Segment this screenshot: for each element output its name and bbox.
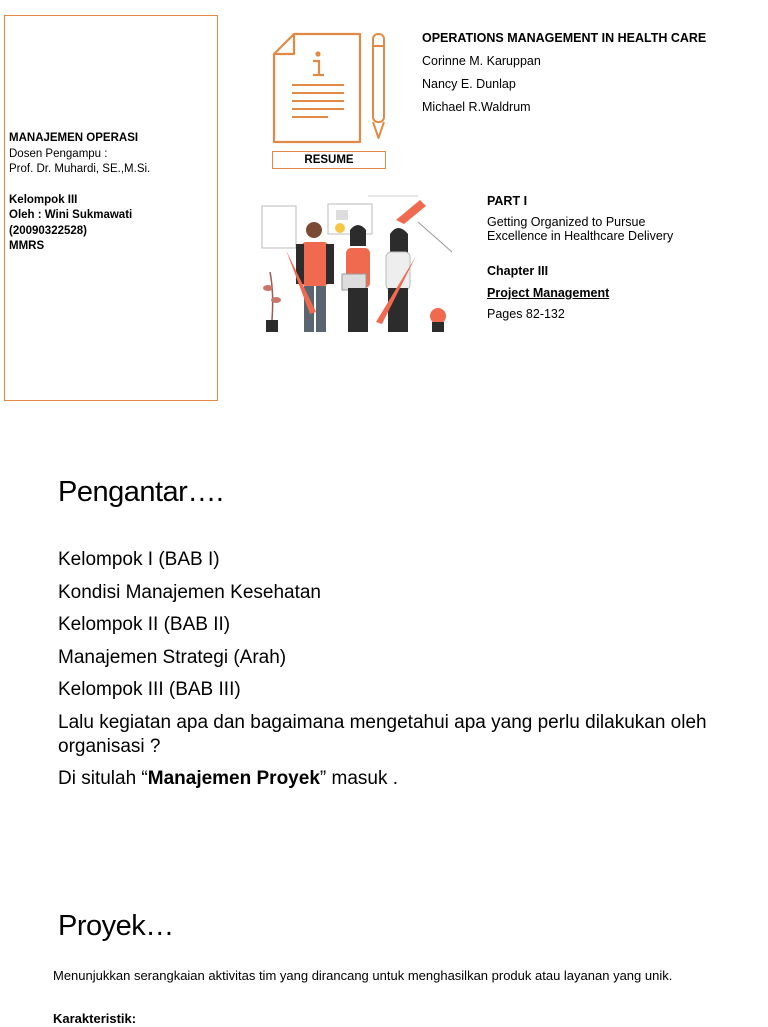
list-item: Kelompok I (BAB I): [58, 549, 220, 570]
group-name: Kelompok III: [9, 193, 78, 206]
chapter-label: Chapter III: [487, 264, 549, 278]
proyek-definition: Menunjukkan serangkaian aktivitas tim yang dirancang untuk menghasilkan produk atau layanan yang unik.: [53, 968, 673, 983]
pengantar-heading: Pengantar….: [58, 476, 224, 508]
characteristics-label: Karakteristik:: [53, 1011, 137, 1026]
page-range: Pages 82-132: [487, 307, 565, 321]
pencil-icon: [373, 34, 384, 138]
pengantar-list: [58, 548, 738, 800]
student-id: (20090322528): [9, 224, 88, 237]
list-item: Kelompok II (BAB II): [58, 614, 231, 635]
list-item: Kondisi Manajemen Kesehatan: [58, 581, 322, 603]
author-name: Oleh : Wini Sukmawati: [9, 209, 133, 221]
course-title: MANAJEMEN OPERASI: [9, 132, 139, 144]
author-1: Corinne M. Karuppan: [422, 54, 541, 68]
part-label: PART I: [487, 194, 528, 208]
chapter-title: Project Management: [487, 286, 610, 300]
list-item: Manajemen Strategi (Arah): [58, 646, 287, 668]
proyek-heading: Proyek…: [58, 910, 174, 942]
program-name: MMRS: [9, 240, 45, 252]
author-2: Nancy E. Dunlap: [422, 77, 516, 91]
resume-label: RESUME: [272, 151, 386, 169]
lecturer-label: Dosen Pengampu :: [9, 147, 108, 160]
lecturer-name: Prof. Dr. Muhardi, SE.,M.Si.: [9, 163, 151, 175]
author-3: Michael R.Waldrum: [422, 100, 531, 114]
team-illustration: [258, 192, 454, 336]
part-description: Getting Organized to Pursue Excellence in Healthcare Delivery: [487, 215, 674, 243]
book-title: OPERATIONS MANAGEMENT IN HEALTH CARE: [422, 31, 707, 45]
course-info: [9, 131, 215, 255]
document-info-icon: [268, 30, 390, 148]
list-item-conclusion: Di situlah “Manajemen Proyek” masuk .: [58, 768, 399, 789]
list-item: Lalu kegiatan apa dan bagaimana mengetahui apa yang perlu dilakukan oleh organisasi ?: [58, 711, 707, 757]
list-item: Kelompok III (BAB III): [58, 679, 241, 700]
